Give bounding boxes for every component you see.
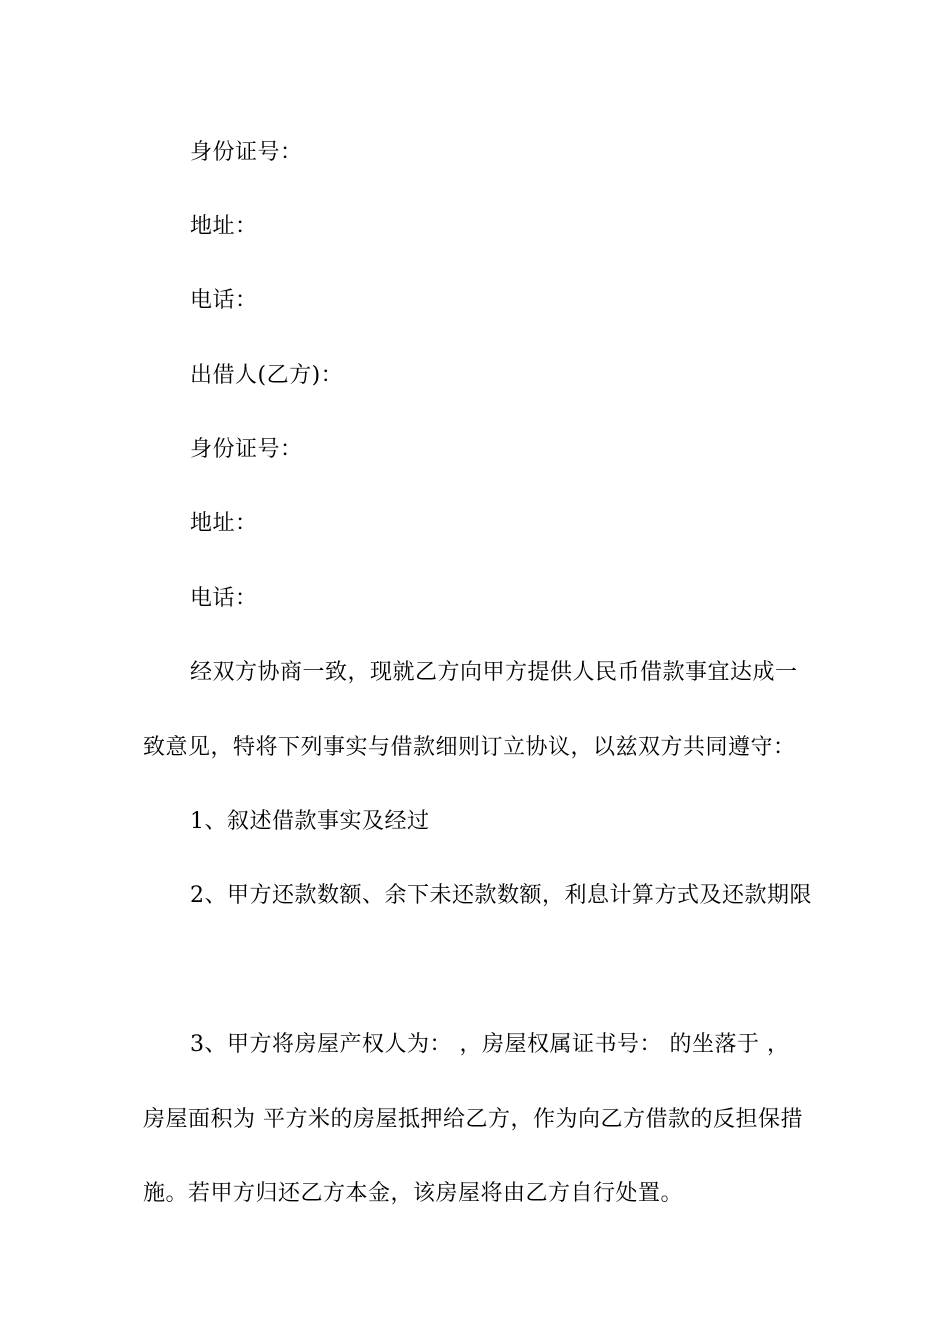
clause-3-line-3: 施。若甲方归还乙方本金，该房屋将由乙方自行处置。 bbox=[143, 1181, 684, 1206]
clause-1: 1、叙述借款事实及经过 bbox=[190, 809, 430, 834]
borrower-phone-label: 电话： bbox=[190, 288, 258, 313]
clause-3-line-2: 房屋面积为 平方米的房屋抵押给乙方，作为向乙方借款的反担保措 bbox=[143, 1107, 803, 1132]
preamble-line-2: 致意见，特将下列事实与借款细则订立协议，以兹双方共同遵守： bbox=[143, 735, 796, 760]
lender-id-label: 身份证号： bbox=[190, 437, 303, 462]
clause-3-line-1: 3、甲方将房屋产权人为： ，房屋权属证书号： 的坐落于 ， bbox=[190, 1032, 790, 1057]
borrower-id-label: 身份证号： bbox=[190, 140, 303, 165]
lender-address-label: 地址： bbox=[190, 511, 258, 536]
borrower-address-label: 地址： bbox=[190, 214, 258, 239]
clause-2: 2、甲方还款数额、余下未还款数额，利息计算方式及还款期限 bbox=[190, 883, 812, 908]
lender-label: 出借人(乙方)： bbox=[190, 363, 344, 388]
lender-phone-label: 电话： bbox=[190, 586, 258, 611]
preamble-line-1: 经双方协商一致，现就乙方向甲方提供人民币借款事宜达成一 bbox=[190, 660, 798, 685]
